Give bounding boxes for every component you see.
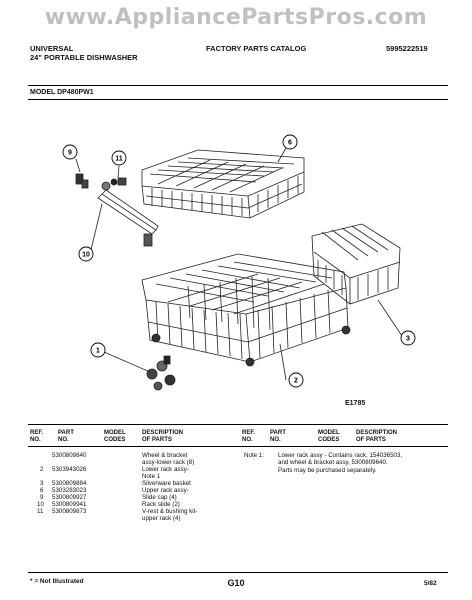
page-number: G10	[227, 578, 245, 588]
header-ref: REF. NO.	[30, 430, 44, 443]
desc-cell: Slide cap (4)	[142, 494, 177, 501]
callout-6-label: 6	[288, 139, 292, 147]
ref-cell: 2	[40, 466, 44, 473]
desc-cell: Rack slide (2)	[142, 501, 180, 508]
table-bottom-rule	[28, 572, 448, 573]
part-cell: 5303283023	[52, 487, 87, 494]
wheel-bracket-illustration	[147, 356, 175, 390]
header-ref-2: REF. NO.	[242, 430, 256, 443]
callout-9-label: 9	[68, 149, 72, 157]
ref-cell: 6	[40, 487, 44, 494]
desc-cell: Note 1	[142, 473, 161, 480]
part-cell: 5300809840	[52, 452, 87, 459]
header-model: MODEL CODES	[104, 430, 126, 443]
header-desc: DESCRIPTION OF PARTS	[142, 430, 184, 443]
catalog-number: 5995222519	[386, 44, 428, 53]
v-rest-illustration	[102, 182, 110, 190]
table-top-rule	[28, 424, 448, 425]
model-label: MODEL DP480PW1	[30, 89, 94, 96]
product-title: 24" PORTABLE DISHWASHER	[30, 53, 138, 62]
note-text: Lower rack assy - Contains rack, 154036503, and wheel & bracket assy, 5300809640. Parts may be purchased separately.	[278, 452, 403, 474]
header-part: PART NO.	[58, 430, 74, 443]
table-header-rule	[28, 446, 448, 447]
silverware-basket-illustration	[312, 224, 400, 304]
ref-cell: 9	[40, 494, 44, 501]
desc-cell: Wheel & bracket	[142, 452, 188, 459]
desc-cell: Silverware basket	[142, 480, 191, 487]
ref-cell: 3	[40, 480, 44, 487]
desc-cell: Lower rack assy-	[142, 466, 189, 473]
callout-1-label: 1	[96, 347, 100, 355]
callout-10-label: 10	[82, 251, 90, 259]
desc-cell: upper rack (4)	[142, 515, 181, 522]
desc-cell: V-rest & bushing kit-	[142, 508, 198, 515]
header-desc-2: DESCRIPTION OF PARTS	[356, 430, 398, 443]
desc-cell: Upper rack assy-	[142, 487, 189, 494]
callout-11-label: 11	[115, 155, 123, 163]
part-cell: 5303943026	[52, 466, 87, 473]
exploded-parts-diagram	[28, 100, 448, 415]
brand-title: UNIVERSAL	[30, 44, 74, 53]
not-illustrated-legend: * = Not Illustrated	[30, 578, 84, 585]
part-cell: 5300809873	[52, 508, 87, 515]
part-cell: 5300809941	[52, 501, 87, 508]
part-cell: 5300809927	[52, 494, 87, 501]
header-part-2: PART NO.	[270, 430, 286, 443]
ref-cell: 10	[37, 501, 44, 508]
header-rule	[28, 85, 448, 86]
header-model-2: MODEL CODES	[318, 430, 340, 443]
upper-rack-illustration	[142, 150, 304, 218]
callout-2-label: 2	[294, 377, 298, 385]
revision-date: 5/82	[424, 580, 437, 587]
catalog-title: FACTORY PARTS CATALOG	[206, 44, 307, 53]
lower-rack-illustration	[142, 254, 348, 362]
part-cell: 5300809884	[52, 480, 87, 487]
desc-cell: assy-lower rack (8)	[142, 459, 195, 466]
watermark-text: www.AppliancePartsPros.com	[44, 5, 428, 30]
callout-3-label: 3	[406, 335, 410, 343]
rack-slide-illustration	[98, 190, 158, 246]
note-label: Note 1:	[244, 452, 264, 459]
figure-code: E1785	[345, 400, 366, 407]
ref-cell: 11	[37, 508, 44, 515]
